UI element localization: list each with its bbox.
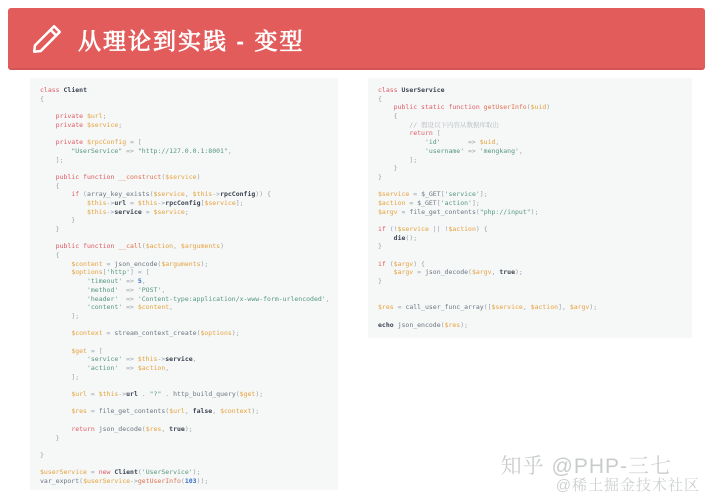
code-line: $service = $_GET['service']; <box>378 190 488 199</box>
code-line <box>378 251 688 260</box>
code-line: $this->service = $service; <box>86 207 189 216</box>
code-line <box>378 216 688 225</box>
code-line: $argv = file_get_contents("php://input"); <box>378 207 539 216</box>
code-line: echo json_encode($res); <box>378 320 469 329</box>
code-line <box>40 321 334 330</box>
code-line: ]; <box>378 155 418 164</box>
code-line: } <box>40 433 60 442</box>
code-line: 'method' => 'POST', <box>86 285 166 294</box>
pencil-icon <box>30 22 64 56</box>
code-line: if ($argv) { <box>378 259 425 268</box>
slide-title: 从理论到实践 - 变型 <box>78 27 305 54</box>
code-line: // 假设以下内容从数据库取出 <box>409 120 500 129</box>
code-line: { <box>40 181 60 190</box>
code-line: { <box>378 112 398 121</box>
code-line: { <box>378 94 382 103</box>
code-line: $res = file_get_contents($url, false, $context); <box>71 407 260 416</box>
code-line: var_export($userService->getUserInfo(103)); <box>40 476 209 485</box>
code-line: } <box>378 242 382 251</box>
code-panel-userservice <box>368 78 692 338</box>
code-line: ]; <box>40 311 80 320</box>
code-line: public function __call($action, $arguments) <box>55 242 224 251</box>
code-line: 'id' => $uid, <box>424 138 500 147</box>
code-line: { <box>40 94 44 103</box>
code-line <box>40 460 334 469</box>
code-line: ]; <box>40 155 64 164</box>
code-line: if (array_key_exists($service, $this->rpcConfig)) { <box>71 190 271 199</box>
code-line <box>40 164 334 173</box>
code-line: } <box>40 216 76 225</box>
code-line <box>40 381 334 390</box>
code-line: return [ <box>409 129 441 138</box>
watermark-zhihu: 知乎 @PHP-三七 <box>500 455 672 478</box>
code-line <box>40 338 334 347</box>
code-line: class UserService <box>378 86 445 94</box>
code-line: public static function getUserInfo($uid) <box>393 103 551 112</box>
code-line: $content = json_encode($arguments); <box>71 259 209 268</box>
code-line: $res = call_user_func_array([$service, $action], $argv); <box>378 303 598 312</box>
code-line: 'timeout' => 5, <box>86 277 146 286</box>
code-line: "UserService" => "http://127.0.0.1:8001", <box>71 146 232 155</box>
code-line: } <box>378 164 398 173</box>
code-line: } <box>378 277 382 286</box>
code-panel-client <box>30 78 338 490</box>
code-line: 'username' => 'mengkang', <box>424 146 523 155</box>
code-line: ]; <box>40 372 80 381</box>
code-line: if (!$service || !$action) { <box>378 225 488 233</box>
code-line: $options['http'] = [ <box>71 268 150 277</box>
code-line: 'service' => $this->service, <box>86 355 197 364</box>
code-line <box>40 234 334 243</box>
code-line: } <box>40 450 44 459</box>
code-line: $url = $this->url . "?" . http_build_query($get); <box>71 390 264 399</box>
code-line: } <box>40 225 60 233</box>
code-line <box>40 442 334 451</box>
code-line: } <box>378 172 382 181</box>
code-line <box>378 182 688 191</box>
code-line <box>378 286 688 295</box>
code-line <box>40 416 334 425</box>
slide-header <box>8 8 705 70</box>
code-line: $context = stream_context_create($options); <box>71 329 240 338</box>
code-line <box>40 399 334 408</box>
code-line: private $rpcConfig = [ <box>55 138 142 147</box>
code-line: $argv = json_decode($argv, true); <box>393 268 523 277</box>
code-line <box>40 129 334 138</box>
code-line: { <box>40 251 60 260</box>
code-line: die(); <box>393 233 418 242</box>
code-line: 'action' => $action, <box>86 364 170 372</box>
code-line: 'header' => 'Content-type:application/x-www-form-urlencoded', <box>86 294 330 303</box>
code-line: $get = [ <box>71 346 103 355</box>
code-line: $action = $_GET['action']; <box>378 198 480 207</box>
code-line: return json_decode($res, true); <box>71 424 193 433</box>
code-line: private $service; <box>55 120 123 129</box>
code-line: private $url; <box>55 112 107 121</box>
code-line <box>40 103 334 112</box>
code-line: class Client <box>40 86 87 94</box>
code-line <box>378 312 688 321</box>
watermark-juejin: @稀土掘金技术社区 <box>555 477 700 494</box>
code-line: public function __construct($service) <box>55 172 201 181</box>
code-line <box>378 295 688 304</box>
code-line: $userService = new Client('UserService'); <box>40 468 201 477</box>
code-line: 'content' => $content, <box>86 303 174 312</box>
code-line: $this->url = $this->rpcConfig[$service]; <box>86 198 244 207</box>
